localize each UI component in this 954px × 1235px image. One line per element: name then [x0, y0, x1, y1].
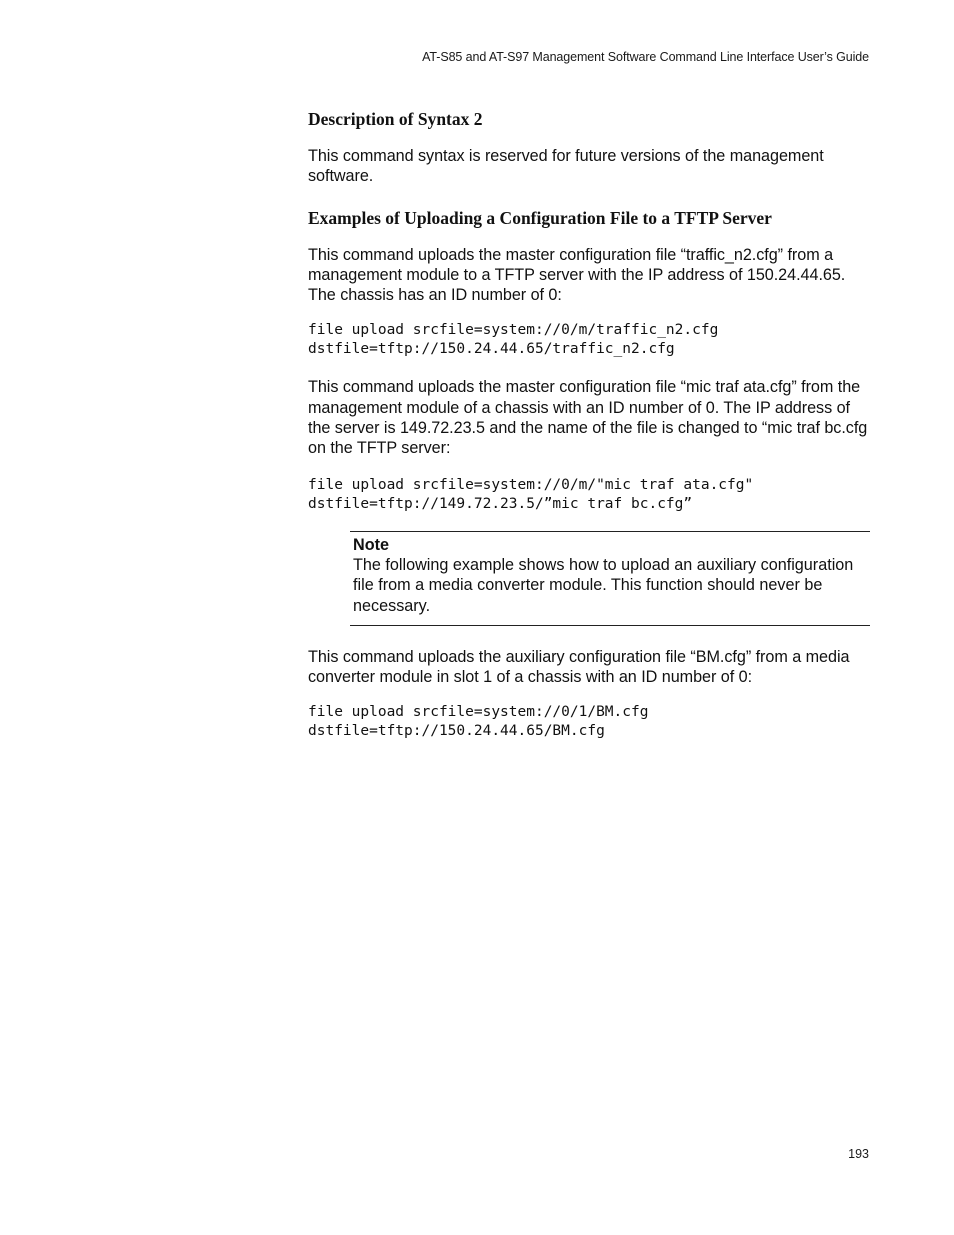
section-heading-examples: Examples of Uploading a Configuration File to a TFTP Server	[308, 207, 772, 228]
section-heading-syntax-2: Description of Syntax 2	[308, 109, 483, 129]
note-box	[350, 531, 870, 626]
page-number: 193	[848, 1147, 869, 1161]
example-2-description: This command uploads the master configuration file “mic traf ata.cfg” from the management module of a chassis with an ID number of 0. The IP address of the server is 149.72.23.5 and the name of the file is changed to “mic traf bc.cfg on the TFTP server:	[308, 378, 868, 458]
note-body: The following example shows how to upload an auxiliary configuration file from a media converter module. This function should never be necessary.	[353, 555, 854, 615]
syntax-2-description: This command syntax is reserved for future versions of the management software.	[308, 147, 824, 186]
running-header: AT-S85 and AT-S97 Management Software Command Line Interface User’s Guide	[422, 50, 869, 64]
note-title: Note	[353, 535, 389, 554]
example-1-code: file upload srcfile=system://0/m/traffic_n2.cfg dstfile=tftp://150.24.44.65/traffic_n2.cfg	[308, 322, 719, 358]
example-3-code: file upload srcfile=system://0/1/BM.cfg dstfile=tftp://150.24.44.65/BM.cfg	[308, 704, 649, 740]
example-3-description: This command uploads the auxiliary configuration file “BM.cfg” from a media converter module in slot 1 of a chassis with an ID number of 0:	[308, 647, 850, 687]
page-content	[308, 108, 870, 741]
example-1-description: This command uploads the master configuration file “traffic_n2.cfg” from a management module to a TFTP server with the IP address of 150.24.44.65. The chassis has an ID number of 0:	[308, 245, 846, 305]
example-2-code: file upload srcfile=system://0/m/"mic traf ata.cfg" dstfile=tftp://149.72.23.5/”mic traf bc.cfg”	[308, 476, 754, 512]
